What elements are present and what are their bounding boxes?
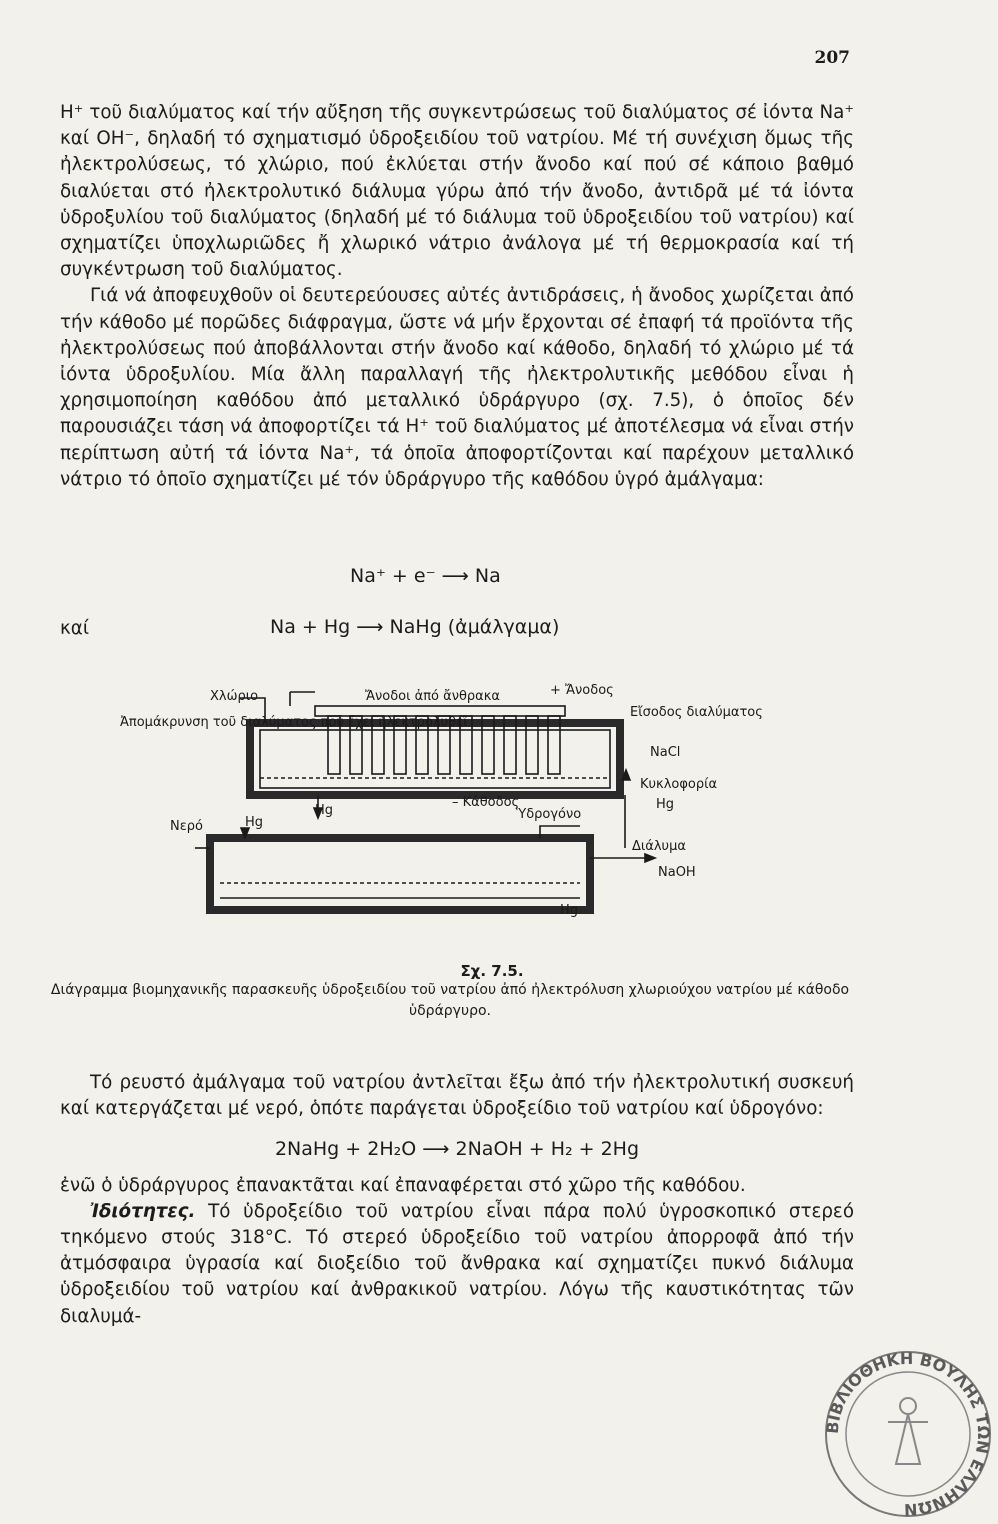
- figure-caption: Διάγραμμα βιομηχανικῆς παρασκευῆς ὑδροξειδίου τοῦ νατρίου ἀπό ἠλεκτρόλυση χλωριούχου νατρίου μέ κάθοδο ὑδράργυρο.: [50, 982, 850, 1019]
- electrolysis-cell-diagram: [60, 678, 854, 958]
- label-solution: Διάλυμα: [632, 839, 686, 854]
- label-graphite-anodes: Ἄνοδοι ἀπό ἄνθρακα: [365, 689, 500, 704]
- label-solution-inlet: Εἴσοδος διαλύματος: [630, 705, 763, 720]
- stamp-text: [823, 1349, 993, 1519]
- label-cathode: – Κάθοδος: [452, 795, 520, 810]
- label-hydrogen: Ὑδρογόνο: [516, 807, 582, 822]
- label-naoh: NaOH: [658, 865, 696, 880]
- top-text-block: [60, 100, 854, 493]
- lower-decomposer-body: [210, 838, 590, 910]
- label-water: Νερό: [170, 819, 203, 834]
- library-stamp: [818, 1344, 998, 1524]
- figure-title: Σχ. 7.5.: [460, 962, 524, 980]
- bottom-text-block: [60, 1070, 854, 1330]
- stamp-text-path: ΒΙΒΛΙΟΘΗΚΗ ΒΟΥΛΗΣ ΤΩΝ ΕΛΛΗΝΩΝ: [822, 1348, 994, 1520]
- properties-heading: Ἰδιότητες.: [90, 1200, 196, 1222]
- label-removal: [120, 715, 468, 730]
- equation-connector: καί: [60, 618, 90, 639]
- label-hg-left: Hg: [245, 815, 264, 830]
- equation-amalgam: Na + Hg ⟶ NaHg (ἀμάλγαμα): [270, 616, 560, 638]
- label-nacl: NaCl: [650, 745, 681, 760]
- paragraph-amalgam-treatment: Τό ρευστό ἀμάλγαμα τοῦ νατρίου ἀντλεῖται ἔξω ἀπό τήν ἠλεκτρολυτική συσκευή καί κατεργάζεται μέ νερό, ὁπότε παράγεται ὑδροξείδιο τοῦ νατρίου καί ὑδρογόνο:: [60, 1072, 854, 1120]
- label-hg-circulation: Hg: [656, 797, 675, 812]
- equation-decomposition: 2NaHg + 2H₂O ⟶ 2NaOH + H₂ + 2Hg: [274, 1138, 640, 1161]
- label-removal-line: Ἀπομάκρυνση τοῦ διαλύματος πού ἔχει ἠλεκτρολυθεῖ: [120, 715, 468, 730]
- label-hg-middle: Hg: [315, 803, 334, 818]
- paragraph-properties: [60, 1199, 854, 1330]
- properties-text: Τό ὑδροξείδιο τοῦ νατρίου εἶναι πάρα πολύ ὑγροσκοπικό στερεό τηκόμενο στούς 318°C. Τό στερεό ὑδροξείδιο τοῦ νατρίου ἀπορροφᾶ ἀπό τήν ἀτμόσφαιρα ὑγρασία καί διοξείδιο τοῦ ἄνθρακα καί σχηματίζει πυκνό διάλυμα ὑδροξειδίου τοῦ νατρίου καί ἀνθρακικοῦ νατρίου. Λόγω τῆς καυστικότητας τῶν διαλυμά-: [60, 1200, 854, 1327]
- paragraph-mercury-recovery: ἐνῶ ὁ ὑδράργυρος ἐπανακτᾶται καί ἐπαναφέρεται στό χῶρο τῆς καθόδου.: [60, 1174, 746, 1196]
- upper-cell-body: [250, 723, 620, 795]
- page-number: 207: [814, 48, 850, 68]
- upper-cell-inner: [260, 730, 610, 788]
- label-hg-bottom: Hg: [560, 903, 579, 918]
- label-anode: + Ἄνοδος: [550, 683, 614, 698]
- stamp-figure-icon: [888, 1398, 928, 1464]
- label-circulation: Κυκλοφορία: [640, 777, 718, 792]
- equation-sodium-reduction: Na⁺ + e⁻ ⟶ Na: [350, 565, 501, 587]
- paragraph-secondary-reactions: Γιά νά ἀποφευχθοῦν οἱ δευτερεύουσες αὐτές ἀντιδράσεις, ἡ ἄνοδος χωρίζεται ἀπό τήν κάθοδο μέ πορῶδες διάφραγμα, ὥστε νά μήν ἔρχονται σέ ἐπαφή τά προϊόντα τῆς ἠλεκτρολύσεως πού ἀποβάλλονται στήν ἄνοδο καί κάθοδο, δηλαδή τό χλώριο μέ τά ἰόντα ὑδροξυλίου. Μία ἄλλη παραλλαγή τῆς ἠλεκτρολυτικῆς μεθόδου εἶναι ἡ χρησιμοποίηση καθόδου ἀπό μεταλλικό ὑδράργυρο (σχ. 7.5), ὁ ὁποῖος δέν παρουσιάζει τάση νά ἀποφορτίζει τά H⁺ τοῦ διαλύματος μέ ἀποτέλεσμα νά εἶναι στήν περίπτωση αὐτή τά ἰόντα Na⁺, τά ὁποῖα ἀποφορτίζονται καί παρέχουν μεταλλικό νάτριο τό ὁποῖο σχηματίζει μέ τόν ὑδράργυρο τῆς καθόδου ὑγρό ἀμάλγαμα:: [60, 285, 854, 490]
- label-chlorine: Χλώριο: [210, 689, 259, 704]
- paragraph-continuation: H⁺ τοῦ διαλύματος καί τήν αὔξηση τῆς συγκεντρώσεως τοῦ διαλύματος σέ ἰόντα Na⁺ καί OH⁻, δηλαδή τό σχηματισμό ὑδροξειδίου τοῦ νατρίου. Μέ τή συνέχιση ὅμως τῆς ἠλεκτρολύσεως, τό χλώριο, πού ἐκλύεται στήν ἄνοδο καί πού σέ κάποιο βαθμό διαλύεται στό ἠλεκτρολυτικό διάλυμα γύρω ἀπό τήν ἄνοδο, ἀντιδρᾶ μέ τά ἰόντα ὑδροξυλίου τοῦ διαλύματος (δηλαδή μέ τό διάλυμα τοῦ ὑδροξειδίου τοῦ νατρίου) καί σχηματίζει ὑποχλωριῶδες ἤ χλωρικό νάτριο ἀνάλογα μέ τή θερμοκρασία καί τή συγκέντρωση τοῦ διαλύματος.: [60, 102, 854, 281]
